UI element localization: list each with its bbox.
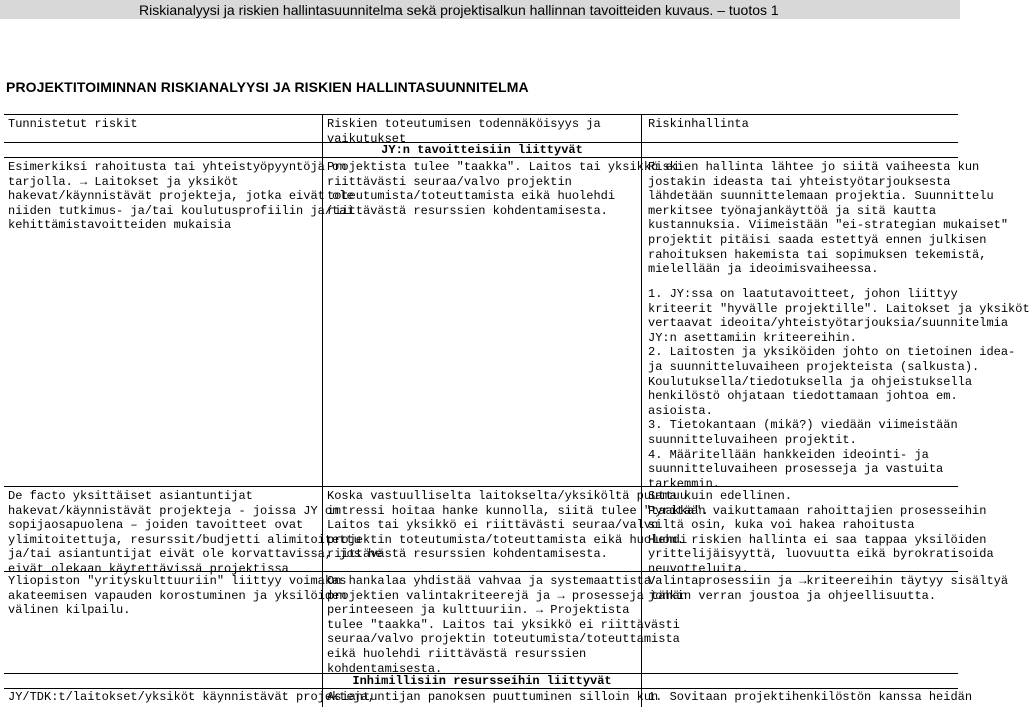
section-subheader-goals: JY:n tavoitteisiin liittyvät: [381, 143, 583, 157]
text-line: akateemisen vapauden korostuminen ja yksilöiden: [8, 588, 347, 603]
text-line: jostakin ideasta tai yhteistyötarjouksesta: [648, 174, 951, 189]
text-line: niiden tutkimus- ja/tai koulutusprofiilin ja/tai: [8, 203, 354, 218]
text-line: välinen kilpailu.: [8, 603, 131, 618]
text-line: merkitsee työnajankäyttöä ja sitä kautta: [648, 203, 937, 218]
text-line: yrittelijäisyyttä, luovuutta eikä byrokratisoida: [648, 547, 994, 562]
text-line: siltä osin, kuka voi hakea rahoitusta: [648, 518, 915, 533]
section1-management-steps: [648, 287, 1030, 491]
text-line: kriteerit "hyvälle projektille". Laitokset ja yksiköt: [648, 301, 1030, 316]
column-header-risks: Tunnistetut riskit: [8, 117, 138, 131]
text-line: riittävästi seuraa/valvo projektin: [327, 174, 572, 189]
page-header-bar: [0, 0, 960, 19]
header-line: Riskien toteutumisen todennäköisyys ja: [327, 117, 601, 131]
table-top-border: [4, 114, 958, 115]
text-line: riittävästä resurssien kohdentamisesta.: [327, 547, 608, 562]
text-line: lähdetään suunnittelemaan projektia. Suunnittelu: [648, 189, 994, 204]
header-line: vaikutukset: [327, 131, 407, 146]
text-line: projektien valintakriteerejä ja → prosesseja tähän: [327, 588, 688, 603]
text-line: tarjolla. → Laitokset ja yksiköt: [8, 174, 239, 189]
text-line: Valintaprosessiin ja →kriteereihin täytyy sisältyä: [648, 574, 1009, 588]
text-line: Sama kuin edellinen.: [648, 489, 793, 503]
text-line: suunnitteluvaiheen projektit.: [648, 432, 857, 447]
text-line: tarkemmin.: [648, 476, 721, 491]
text-line: Koska vastuulliselta laitokselta/yksiköltä puuttuu: [327, 489, 688, 503]
text-line: JY:n asettamiin kriteereihin.: [648, 330, 857, 345]
text-line: mielellään ja ideoimisvaiheessa.: [648, 262, 879, 277]
text-line: eikä huolehdi riittävästä resurssien: [327, 646, 587, 661]
text-line: vertaavat ideoita/yhteistyötarjouksia/suunnitelmia: [648, 316, 1009, 331]
text-line: asioista.: [648, 403, 713, 418]
section2-management: [648, 489, 994, 577]
column-header-management: Riskinhallinta: [648, 117, 749, 131]
section4-management: 1. Sovitaan projektihenkilöstön kanssa heidän: [648, 690, 973, 704]
text-line: 2. Laitosten ja yksiköiden johto on tietoinen idea-: [648, 345, 1016, 360]
text-line: hakevat/käynnistävät projekteja - joissa JY on: [8, 503, 340, 518]
section4-risk: JY/TDK:t/laitokset/yksiköt käynnistävät projekteja,: [8, 690, 376, 704]
text-line: tulee "taakka". Laitos tai yksikkö ei riittävästi: [327, 617, 680, 632]
text-line: perinteeseen ja kulttuuriin. → Projektista: [327, 603, 630, 618]
text-line: Pyritään vaikuttamaan rahoittajien prosesseihin: [648, 503, 987, 518]
section4-probability: Asiantuntijan panoksen puuttuminen silloin kun: [327, 690, 659, 704]
section-subheader-human-resources: Inhimillisiin resursseihin liittyvät: [352, 674, 612, 688]
text-line: On hankalaa yhdistää vahvaa ja systemaattista: [327, 574, 652, 588]
section1-management: [648, 160, 1008, 277]
text-line: projektit pitäisi saada estettyä ennen julkisen: [648, 232, 987, 247]
text-line: 1. JY:ssa on laatutavoitteet, johon liittyy: [648, 287, 958, 301]
text-line: suunnitteluvaiheen prosesseja ja vastuita: [648, 462, 944, 477]
text-line: Riskien hallinta lähtee jo siitä vaiheesta kun: [648, 160, 980, 174]
section3-risk: [8, 574, 346, 618]
section3-management: [648, 574, 1008, 603]
text-line: neuvotteluita.: [648, 561, 749, 576]
text-line: Laitos tai yksikkö ei riittävästi seuraa/valvo: [327, 518, 659, 533]
section3-probability: [327, 574, 687, 676]
text-line: sopijaosapuolena – joiden tavoitteet ovat: [8, 518, 304, 533]
text-line: De facto yksittäiset asiantuntijat: [8, 489, 253, 503]
text-line: kehittämistavoitteiden mukaisia: [8, 218, 232, 233]
text-line: projektin toteutumista/toteuttamista eikä huolehdi: [327, 532, 688, 547]
text-line: intressi hoitaa hanke kunnolla, siitä tulee "taakka".: [327, 503, 709, 518]
text-line: kustannuksia. Viimeistään "ei-strategian mukaiset": [648, 218, 1009, 233]
section1-probability: [327, 160, 680, 218]
text-line: jonkin verran joustoa ja ohjeellisuutta.: [648, 588, 937, 603]
text-line: Yliopiston "yrityskulttuuriin" liittyy voimakas: [8, 574, 347, 588]
text-line: toteutumista/toteuttamista eikä huolehdi: [327, 189, 616, 204]
text-line: kohdentamisesta.: [327, 661, 443, 676]
text-line: ja/tai asiantuntijat eivät ole korvattavissa, jos he: [8, 547, 383, 562]
header-text: Riskianalyysi ja riskien hallintasuunnitelma sekä projektisalkun hallinnan tavoitteiden kuvaus. – tuotos 1: [139, 2, 779, 18]
text-line: ja suunnitteluvaiheen projekteista (salkusta).: [648, 359, 980, 374]
text-line: Esimerkiksi rahoitusta tai yhteistyöpyyntöjä on: [8, 160, 347, 174]
text-line: ylimitoitettuja, resurssit/budjetti alimitoitettu: [8, 532, 361, 547]
document-title: PROJEKTITOIMINNAN RISKIANALYYSI JA RISKIEN HALLINTASUUNNITELMA: [6, 79, 529, 95]
text-line: eivät olekaan käytettävissä projektissa: [8, 561, 289, 576]
text-line: 4. Määritellään hankkeiden ideointi- ja: [648, 447, 929, 462]
text-line: Koulutuksella/tiedotuksella ja ohjeistuksella: [648, 374, 973, 389]
text-line: riittävästä resurssien kohdentamisesta.: [327, 203, 608, 218]
text-line: hakevat/käynnistävät projekteja, jotka eivät ole: [8, 189, 354, 204]
text-line: seuraa/valvo projektin toteutumista/toteuttamista: [327, 632, 680, 647]
text-line: Huom. riskien hallinta ei saa tappaa yksilöiden: [648, 532, 987, 547]
text-line: rahoituksen hakemista tai sopimuksen tekemistä,: [648, 247, 987, 262]
text-line: 3. Tietokantaan (mikä?) viedään viimeistään: [648, 418, 958, 433]
text-line: Projektista tulee "taakka". Laitos tai yksikkö ei: [327, 160, 680, 174]
section1-risk: [8, 160, 354, 233]
column-header-probability: [327, 117, 601, 146]
text-line: henkilöstö ohjataan tiedottamaan johtoa em.: [648, 389, 958, 404]
